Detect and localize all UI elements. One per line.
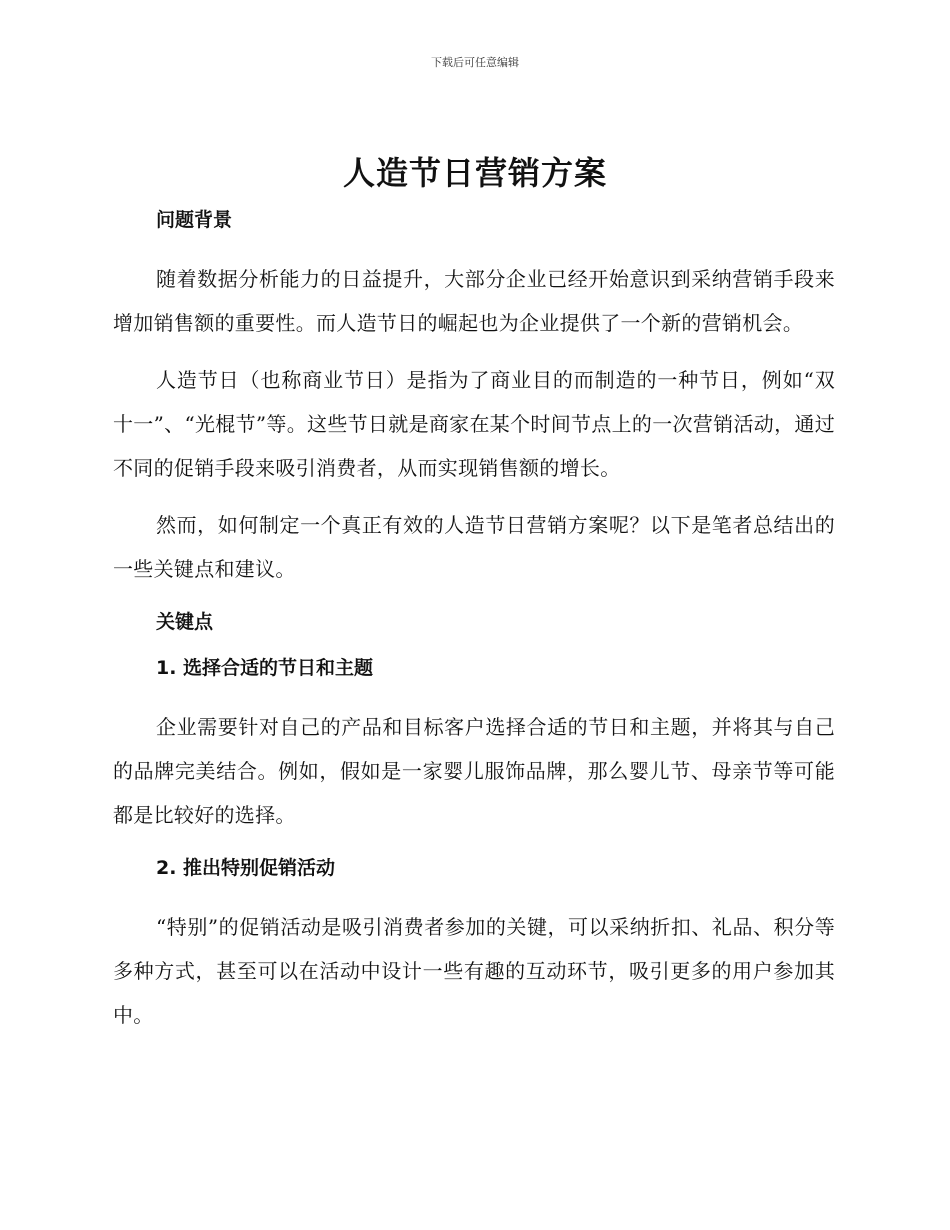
paragraph-4: 企业需要针对自己的产品和目标客户选择合适的节日和主题，并将其与自己的品牌完美结合。例如，假如是一家婴儿服饰品牌，那么婴儿节、母亲节等可能都是比较好的选择。 [113, 715, 835, 827]
paragraph-5: “特别”的促销活动是吸引消费者参加的关键，可以采纳折扣、礼品、积分等多种方式，甚至可以在活动中设计一些有趣的互动环节，吸引更多的用户参加其中。 [113, 915, 835, 1027]
paragraph-2: 人造节日（也称商业节日）是指为了商业目的而制造的一种节日，例如“双十一”、“光棍节”等。这些节日就是商家在某个时间节点上的一次营销活动，通过不同的促销手段来吸引消费者，从而实现销售额的增长。 [113, 368, 835, 480]
paragraph-1: 随着数据分析能力的日益提升，大部分企业已经开始意识到采纳营销手段来增加销售额的重要性。而人造节日的崛起也为企业提供了一个新的营销机会。 [113, 267, 835, 335]
section-heading-keypoints: 关键点 [156, 611, 214, 633]
keypoint-heading-1: 1. 选择合适的节日和主题 [156, 657, 374, 679]
document-title: 人造节日营销方案 [342, 154, 607, 192]
paragraph-3: 然而，如何制定一个真正有效的人造节日营销方案呢？以下是笔者总结出的一些关键点和建议。 [113, 513, 835, 581]
section-heading-background: 问题背景 [156, 209, 233, 231]
keypoint-heading-2: 2. 推出特别促销活动 [156, 857, 336, 879]
document-body [113, 205, 835, 1037]
header-note: 下载后可任意编辑 [431, 56, 519, 69]
